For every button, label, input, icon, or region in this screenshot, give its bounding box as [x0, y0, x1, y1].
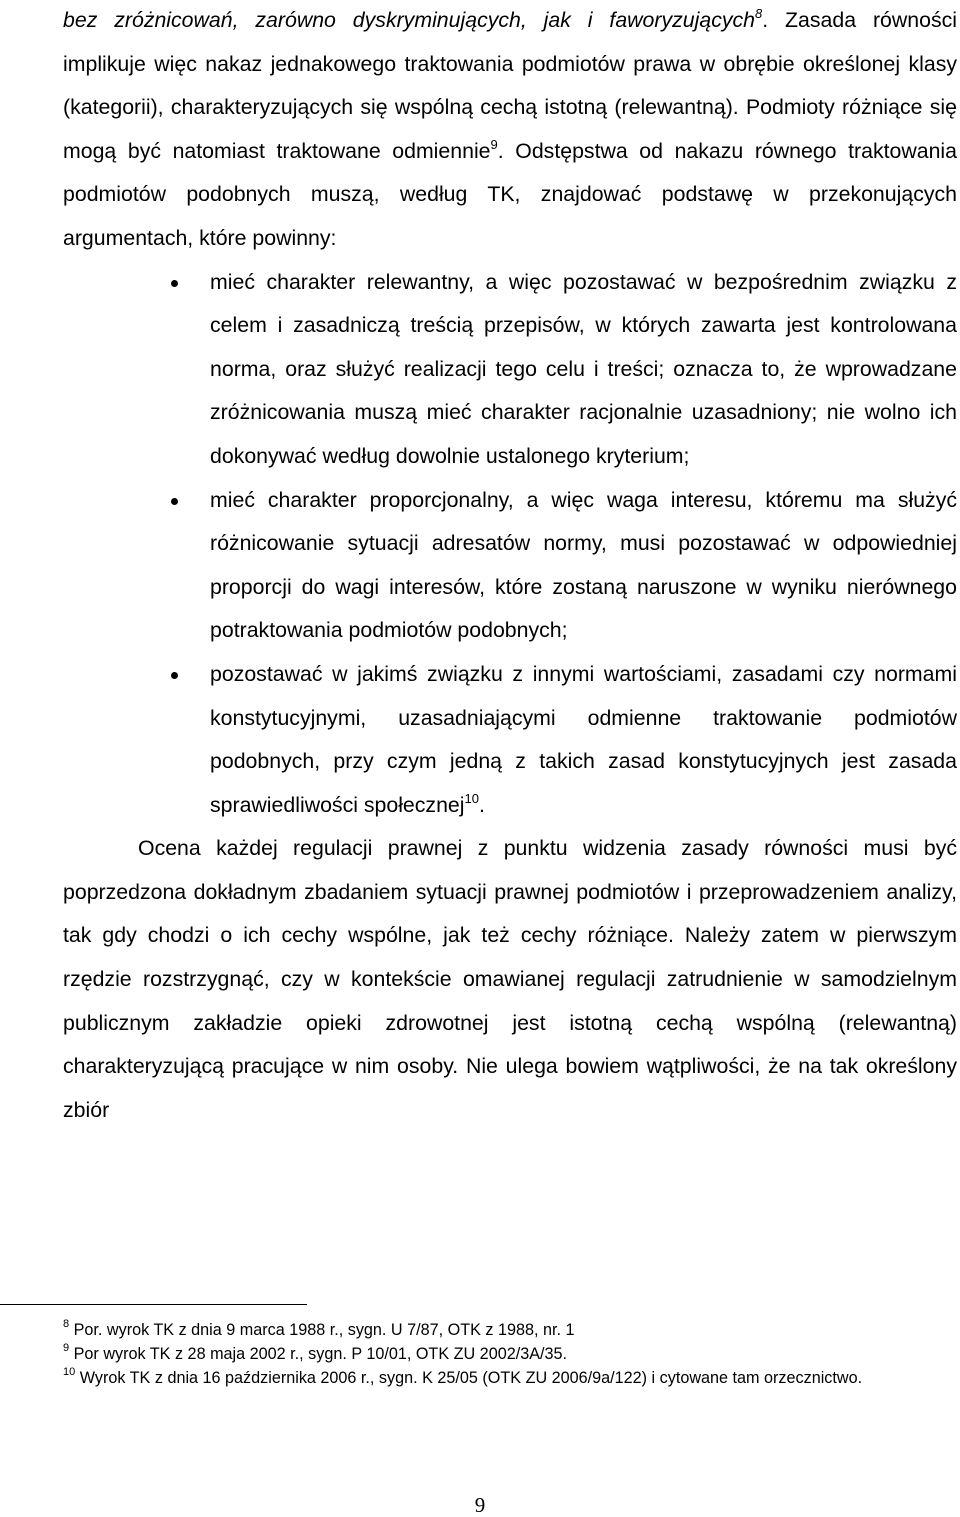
footnote-ref-10: 10 [464, 790, 479, 806]
footnote-number: 9 [63, 1341, 70, 1354]
paragraph-1-text-b: . Odstępstwa od nakazu równego traktowania podmiotów podobnych muszą, według TK, znajdować podstawę w przekonujących argumentach, które powinny: [63, 138, 958, 250]
footnote-text: Wyrok TK z dnia 16 października 2006 r., sygn. K 25/05 (OTK ZU 2006/9a/122) i cytowane tam orzecznictwo. [79, 1369, 863, 1387]
list-item [210, 653, 957, 827]
list-item [210, 479, 957, 653]
footnotes [63, 1318, 957, 1390]
footnote-text: Por. wyrok TK z dnia 9 marca 1988 r., sygn. U 7/87, OTK z 1988, nr. 1 [73, 1321, 575, 1339]
paragraph-1-text-a: . Zasada równości implikuje więc nakaz jednakowego traktowania podmiotów prawa w obrębie określonej klasy (kategorii), charakteryzujących się wspólną cechą istotną (relewantną). Podmioty różniące się mogą być natomiast traktowane odmiennie [63, 8, 957, 163]
footnote-text: Por wyrok TK z 28 maja 2002 r., sygn. P 10/01, OTK ZU 2002/3A/35. [73, 1345, 567, 1363]
footnote-10 [63, 1366, 957, 1390]
bullet-icon [165, 653, 185, 697]
list-item-text: pozostawać w jakimś związku z innymi wartościami, zasadami czy normami konstytucyjnymi, uzasadniającymi odmienne traktowanie podmiotów podobnych, przy czym jedną z takich zasad konstytucyjnych jest zasada sprawiedliwości społecznej [210, 661, 957, 817]
footnote-separator [0, 1304, 307, 1305]
bullet-icon [165, 479, 185, 523]
list-item-text: mieć charakter relewantny, a więc pozostawać w bezpośrednim związku z celem i zasadniczą treścią przepisów, w których zawarta jest kontrolowana norma, oraz służyć realizacji tego celu i treści; oznacza to, że wprowadzane zróżnicowania muszą mieć charakter racjonalnie uzasadniony; nie wolno ich dokonywać według dowolnie ustalonego kryterium; [210, 269, 957, 468]
footnote-ref-8: 8 [754, 5, 763, 21]
paragraph-2: Ocena każdej regulacji prawnej z punktu widzenia zasady równości musi być poprzedzona dokładnym zbadaniem sytuacji prawnej podmiotów i przeprowadzeniem analizy, tak gdy chodzi o ich cechy wspólne, jak też cechy różniące. Należy zatem w pierwszym rzędzie rozstrzygnąć, czy w kontekście omawianej regulacji zatrudnienie w samodzielnym publicznym zakładzie opieki zdrowotnej jest istotną cechą wspólną (relewantną) charakteryzującą pracujące w nim osoby. Nie ulega bowiem wątpliwości, że na tak określony zbiór [63, 836, 957, 1122]
page-number: 9 [474, 1493, 486, 1517]
footnote-9 [63, 1342, 957, 1366]
footnote-8 [63, 1318, 957, 1342]
list-item-end: . [478, 792, 485, 817]
body-text [63, 0, 957, 1132]
paragraph-1-italic-opening: bez zróżnicowań, zarówno dyskryminujących, jak i faworyzujących [63, 8, 755, 32]
list-item [210, 261, 957, 479]
paragraph-1 [63, 0, 957, 261]
list-item-text: mieć charakter proporcjonalny, a więc waga interesu, któremu ma służyć różnicowanie sytuacji adresatów normy, musi pozostawać w odpowiedniej proporcji do wagi interesów, które zostaną naruszone w wyniku nierównego potraktowania podmiotów podobnych; [210, 487, 957, 643]
footnote-number: 10 [63, 1365, 76, 1378]
criteria-list [63, 261, 957, 828]
bullet-icon [165, 261, 185, 305]
footnote-ref-9: 9 [490, 136, 498, 152]
footnote-number: 8 [63, 1317, 70, 1330]
